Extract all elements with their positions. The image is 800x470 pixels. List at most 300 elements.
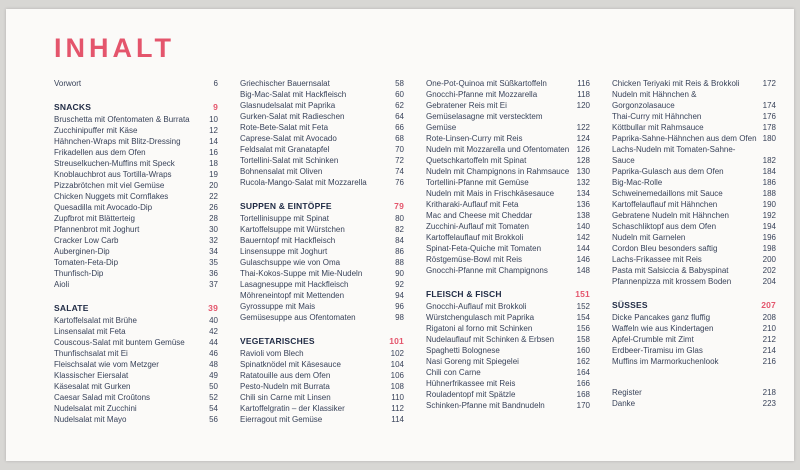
toc-entry bbox=[612, 276, 776, 287]
entry-title: Würstchengulasch mit Paprika bbox=[426, 313, 535, 322]
entry-page: 118 bbox=[577, 90, 590, 99]
toc-entry bbox=[240, 403, 404, 414]
entry-page: 22 bbox=[209, 192, 218, 201]
toc-column-3 bbox=[426, 78, 590, 425]
section-header bbox=[612, 300, 776, 311]
entry-page: 54 bbox=[209, 404, 218, 413]
toc-entry bbox=[240, 78, 404, 89]
toc-column-4 bbox=[612, 78, 776, 425]
toc-entry bbox=[426, 78, 590, 89]
toc-entry bbox=[612, 122, 776, 133]
entry-title: Lasagnesuppe mit Hackfleisch bbox=[240, 280, 349, 289]
toc-entry bbox=[240, 414, 404, 425]
toc-entry bbox=[240, 370, 404, 381]
entry-title: Cordon Bleu besonders saftig bbox=[612, 244, 718, 253]
section-header bbox=[54, 102, 218, 113]
entry-page: 154 bbox=[576, 313, 590, 322]
toc-entry bbox=[54, 268, 218, 279]
entry-title: Rucola-Mango-Salat mit Mozzarella bbox=[240, 178, 367, 187]
entry-title: Big-Mac-Rolle bbox=[612, 178, 663, 187]
toc-entry bbox=[426, 323, 590, 334]
toc-columns bbox=[54, 78, 776, 425]
entry-page: 138 bbox=[576, 211, 590, 220]
toc-block bbox=[240, 78, 404, 188]
entry-title: Knoblauchbrot aus Tortilla-Wraps bbox=[54, 170, 172, 179]
toc-entry bbox=[240, 100, 404, 111]
entry-page: 18 bbox=[209, 159, 218, 168]
entry-title: Nudeln mit Mozzarella und Ofentomaten bbox=[426, 145, 570, 154]
entry-title: Muffins im Marmorkuchenlook bbox=[612, 357, 719, 366]
entry-title: Möhreneintopf mit Mettenden bbox=[240, 291, 345, 300]
entry-page: 202 bbox=[762, 266, 776, 275]
section-label: VEGETARISCHES bbox=[240, 336, 315, 346]
entry-title: Ratatouille aus dem Ofen bbox=[240, 371, 331, 380]
entry-page: 148 bbox=[576, 266, 590, 275]
toc-entry bbox=[240, 111, 404, 122]
entry-page: 106 bbox=[390, 371, 404, 380]
entry-page: 164 bbox=[576, 368, 590, 377]
toc-entry bbox=[54, 158, 218, 169]
entry-title: Köttbullar mit Rahmsauce bbox=[612, 123, 704, 132]
entry-title: Spinat-Feta-Quiche mit Tomaten bbox=[426, 244, 542, 253]
entry-title: Gulaschsuppe wie von Oma bbox=[240, 258, 341, 267]
entry-title: Kartoffelauflauf mit Brokkoli bbox=[426, 233, 524, 242]
toc-section bbox=[240, 336, 404, 425]
entry-page: 146 bbox=[576, 255, 590, 264]
entry-title: Thai-Curry mit Hähnchen bbox=[612, 112, 702, 121]
entry-page: 214 bbox=[762, 346, 776, 355]
entry-page: 184 bbox=[762, 167, 776, 176]
toc-entry bbox=[240, 177, 404, 188]
toc-entry bbox=[54, 147, 218, 158]
entry-title: Bohnensalat mit Oliven bbox=[240, 167, 323, 176]
entry-page: 48 bbox=[209, 360, 218, 369]
toc-entry bbox=[240, 290, 404, 301]
entry-page: 122 bbox=[576, 123, 590, 132]
toc-section bbox=[54, 303, 218, 425]
entry-title: Linsensuppe mit Joghurt bbox=[240, 247, 328, 256]
entry-title: Caesar Salad mit Croûtons bbox=[54, 393, 151, 402]
entry-page: 34 bbox=[209, 247, 218, 256]
toc-block bbox=[612, 387, 776, 409]
entry-page: 104 bbox=[390, 360, 404, 369]
entry-title: Erdbeer-Tiramisu im Glas bbox=[612, 346, 703, 355]
toc-entry bbox=[240, 122, 404, 133]
toc-entry bbox=[426, 89, 590, 100]
entry-title: Spaghetti Bolognese bbox=[426, 346, 500, 355]
section-header bbox=[426, 289, 590, 300]
entry-title: Schweinemedaillons mit Sauce bbox=[612, 189, 723, 198]
entry-page: 180 bbox=[762, 134, 776, 143]
toc-block bbox=[426, 78, 590, 276]
entry-title: Rote-Bete-Salat mit Feta bbox=[240, 123, 329, 132]
entry-title: Pfannenbrot mit Joghurt bbox=[54, 225, 140, 234]
entry-title: Eierragout mit Gemüse bbox=[240, 415, 323, 424]
toc-entry bbox=[612, 387, 776, 398]
entry-page: 128 bbox=[576, 156, 590, 165]
entry-title: Lachs-Nudeln mit Tomaten-Sahne-Sauce bbox=[612, 145, 736, 165]
entry-title: Chicken Teriyaki mit Reis & Brokkoli bbox=[612, 79, 740, 88]
entry-title: Zucchinipuffer mit Käse bbox=[54, 126, 138, 135]
entry-title: Chili sin Carne mit Linsen bbox=[240, 393, 331, 402]
entry-title: One-Pot-Quinoa mit Süßkartoffeln bbox=[426, 79, 547, 88]
toc-entry bbox=[54, 169, 218, 180]
toc-section bbox=[240, 201, 404, 323]
entry-title: Pizzabrötchen mit viel Gemüse bbox=[54, 181, 165, 190]
toc-entry bbox=[426, 155, 590, 166]
entry-title: Waffeln wie aus Kindertagen bbox=[612, 324, 714, 333]
entry-title: Big-Mac-Salat mit Hackfleisch bbox=[240, 90, 347, 99]
toc-entry bbox=[54, 279, 218, 290]
entry-title: Kartoffelgratin – der Klassiker bbox=[240, 404, 345, 413]
entry-page: 28 bbox=[209, 214, 218, 223]
entry-page: 120 bbox=[576, 101, 590, 110]
entry-page: 20 bbox=[209, 181, 218, 190]
toc-entry bbox=[54, 213, 218, 224]
entry-title: Couscous-Salat mit buntem Gemüse bbox=[54, 338, 185, 347]
entry-title: Lachs-Frikassee mit Reis bbox=[612, 255, 702, 264]
entry-page: 130 bbox=[576, 167, 590, 176]
section-header bbox=[240, 201, 404, 212]
section-header bbox=[54, 303, 218, 314]
entry-page: 196 bbox=[762, 233, 776, 242]
toc-entry bbox=[426, 378, 590, 389]
toc-entry bbox=[426, 356, 590, 367]
toc-entry bbox=[54, 224, 218, 235]
toc-entry bbox=[54, 246, 218, 257]
entry-page: 166 bbox=[576, 379, 590, 388]
entry-page: 92 bbox=[395, 280, 404, 289]
toc-entry bbox=[426, 100, 590, 111]
toc-entry bbox=[240, 166, 404, 177]
entry-page: 126 bbox=[576, 145, 590, 154]
toc-entry bbox=[426, 312, 590, 323]
entry-page: 26 bbox=[209, 203, 218, 212]
entry-page: 44 bbox=[209, 338, 218, 347]
entry-page: 204 bbox=[762, 277, 776, 286]
toc-entry bbox=[240, 268, 404, 279]
entry-title: Tortellinisuppe mit Spinat bbox=[240, 214, 329, 223]
entry-page: 160 bbox=[576, 346, 590, 355]
entry-title: Gemüselasagne mit verstecktem Gemüse bbox=[426, 112, 543, 132]
entry-title: Pesto-Nudeln mit Burrata bbox=[240, 382, 330, 391]
toc-column-2 bbox=[240, 78, 404, 425]
toc-entry bbox=[54, 359, 218, 370]
toc-entry bbox=[612, 323, 776, 334]
entry-title: Kritharaki-Auflauf mit Feta bbox=[426, 200, 519, 209]
entry-page: 12 bbox=[209, 126, 218, 135]
entry-page: 6 bbox=[213, 79, 218, 88]
entry-title: Schaschliktopf aus dem Ofen bbox=[612, 222, 717, 231]
entry-page: 188 bbox=[762, 189, 776, 198]
entry-page: 76 bbox=[395, 178, 404, 187]
entry-title: Gnocchi-Pfanne mit Mozzarella bbox=[426, 90, 538, 99]
entry-title: Thunfisch-Dip bbox=[54, 269, 104, 278]
section-page: 151 bbox=[575, 289, 590, 299]
entry-title: Quesadilla mit Avocado-Dip bbox=[54, 203, 153, 212]
toc-entry bbox=[426, 221, 590, 232]
entry-page: 194 bbox=[762, 222, 776, 231]
entry-page: 37 bbox=[209, 280, 218, 289]
entry-title: Nasi Goreng mit Spiegelei bbox=[426, 357, 519, 366]
entry-title: Mac and Cheese mit Cheddar bbox=[426, 211, 533, 220]
section-page: 207 bbox=[761, 300, 776, 310]
toc-section bbox=[612, 300, 776, 367]
toc-entry bbox=[240, 392, 404, 403]
toc-entry bbox=[612, 243, 776, 254]
entry-page: 64 bbox=[395, 112, 404, 121]
entry-title: Nudeln mit Mais in Frischkäsesauce bbox=[426, 189, 555, 198]
entry-page: 124 bbox=[576, 134, 590, 143]
entry-page: 216 bbox=[762, 357, 776, 366]
entry-title: Aioli bbox=[54, 280, 70, 289]
section-label: SALATE bbox=[54, 303, 89, 313]
entry-page: 170 bbox=[576, 401, 590, 410]
entry-page: 192 bbox=[762, 211, 776, 220]
entry-page: 176 bbox=[762, 112, 776, 121]
toc-entry bbox=[612, 78, 776, 89]
toc-entry bbox=[240, 235, 404, 246]
entry-title: Ravioli vom Blech bbox=[240, 349, 304, 358]
entry-page: 156 bbox=[576, 324, 590, 333]
toc-entry bbox=[426, 232, 590, 243]
toc-entry bbox=[54, 337, 218, 348]
entry-page: 114 bbox=[391, 415, 404, 424]
entry-page: 96 bbox=[395, 302, 404, 311]
toc-entry bbox=[54, 125, 218, 136]
toc-entry bbox=[426, 177, 590, 188]
toc-entry bbox=[612, 210, 776, 221]
toc-entry bbox=[612, 265, 776, 276]
entry-title: Chicken Nuggets mit Cornflakes bbox=[54, 192, 169, 201]
entry-title: Cracker Low Carb bbox=[54, 236, 119, 245]
entry-page: 182 bbox=[762, 156, 776, 165]
entry-page: 136 bbox=[576, 200, 590, 209]
entry-page: 110 bbox=[391, 393, 404, 402]
entry-title: Nudelsalat mit Mayo bbox=[54, 415, 127, 424]
entry-title: Paprika-Sahne-Hähnchen aus dem Ofen bbox=[612, 134, 757, 143]
section-label: SUPPEN & EINTÖPFE bbox=[240, 201, 332, 211]
section-label: SNACKS bbox=[54, 102, 92, 112]
toc-entry bbox=[612, 345, 776, 356]
toc-entry bbox=[426, 389, 590, 400]
entry-page: 14 bbox=[209, 137, 218, 146]
toc-entry bbox=[240, 279, 404, 290]
section-header bbox=[240, 336, 404, 347]
toc-entry bbox=[426, 210, 590, 221]
entry-title: Schinken-Pfanne mit Bandnudeln bbox=[426, 401, 545, 410]
entry-title: Bruschetta mit Ofentomaten & Burrata bbox=[54, 115, 190, 124]
entry-page: 35 bbox=[209, 258, 218, 267]
toc-entry bbox=[240, 155, 404, 166]
entry-page: 102 bbox=[390, 349, 404, 358]
entry-page: 116 bbox=[577, 79, 590, 88]
toc-entry bbox=[54, 191, 218, 202]
toc-entry bbox=[54, 392, 218, 403]
toc-entry bbox=[426, 144, 590, 155]
toc-entry bbox=[54, 114, 218, 125]
toc-entry bbox=[54, 381, 218, 392]
entry-title: Klassischer Eiersalat bbox=[54, 371, 129, 380]
book-page bbox=[6, 9, 794, 461]
toc-entry bbox=[612, 221, 776, 232]
toc-entry bbox=[612, 89, 776, 111]
toc-entry bbox=[612, 334, 776, 345]
entry-title: Register bbox=[612, 388, 642, 397]
entry-page: 168 bbox=[576, 390, 590, 399]
entry-title: Nudeln mit Champignons in Rahmsauce bbox=[426, 167, 570, 176]
toc-entry bbox=[426, 345, 590, 356]
toc-block bbox=[54, 78, 218, 89]
toc-section bbox=[426, 289, 590, 411]
entry-page: 84 bbox=[395, 236, 404, 245]
entry-title: Pfannenpizza mit krossem Boden bbox=[612, 277, 732, 286]
entry-title: Kartoffelauflauf mit Hähnchen bbox=[612, 200, 718, 209]
section-label: SÜSSES bbox=[612, 300, 648, 310]
entry-title: Paprika-Gulasch aus dem Ofen bbox=[612, 167, 724, 176]
toc-entry bbox=[426, 133, 590, 144]
toc-entry bbox=[612, 356, 776, 367]
entry-page: 58 bbox=[395, 79, 404, 88]
toc-entry bbox=[240, 381, 404, 392]
entry-title: Zucchini-Auflauf mit Tomaten bbox=[426, 222, 530, 231]
entry-title: Hühnerfrikassee mit Reis bbox=[426, 379, 516, 388]
entry-page: 198 bbox=[762, 244, 776, 253]
entry-title: Kartoffelsalat mit Brühe bbox=[54, 316, 138, 325]
toc-section bbox=[54, 102, 218, 290]
entry-page: 210 bbox=[762, 324, 776, 333]
entry-page: 108 bbox=[390, 382, 404, 391]
entry-page: 172 bbox=[762, 79, 776, 88]
entry-title: Zupfbrot mit Blätterteig bbox=[54, 214, 135, 223]
entry-page: 134 bbox=[576, 189, 590, 198]
entry-page: 178 bbox=[762, 123, 776, 132]
entry-page: 190 bbox=[762, 200, 776, 209]
entry-page: 16 bbox=[209, 148, 218, 157]
entry-page: 94 bbox=[395, 291, 404, 300]
toc-entry bbox=[426, 301, 590, 312]
entry-title: Linsensalat mit Feta bbox=[54, 327, 126, 336]
toc-entry bbox=[54, 136, 218, 147]
toc-entry bbox=[426, 334, 590, 345]
entry-title: Nudeln mit Garnelen bbox=[612, 233, 686, 242]
entry-title: Hähnchen-Wraps mit Blitz-Dressing bbox=[54, 137, 181, 146]
entry-page: 74 bbox=[395, 167, 404, 176]
toc-entry bbox=[612, 398, 776, 409]
toc-entry bbox=[54, 403, 218, 414]
entry-title: Fleischsalat wie vom Metzger bbox=[54, 360, 159, 369]
toc-entry bbox=[612, 199, 776, 210]
toc-entry bbox=[612, 133, 776, 144]
toc-entry bbox=[612, 144, 776, 166]
entry-title: Käsesalat mit Gurken bbox=[54, 382, 131, 391]
toc-entry bbox=[612, 312, 776, 323]
entry-page: 32 bbox=[209, 236, 218, 245]
entry-page: 200 bbox=[762, 255, 776, 264]
entry-page: 52 bbox=[209, 393, 218, 402]
entry-page: 30 bbox=[209, 225, 218, 234]
entry-page: 162 bbox=[576, 357, 590, 366]
entry-title: Tomaten-Feta-Dip bbox=[54, 258, 119, 267]
entry-page: 50 bbox=[209, 382, 218, 391]
entry-page: 212 bbox=[762, 335, 776, 344]
toc-entry bbox=[54, 235, 218, 246]
toc-entry bbox=[240, 312, 404, 323]
entry-title: Streuselkuchen-Muffins mit Speck bbox=[54, 159, 175, 168]
toc-entry bbox=[54, 414, 218, 425]
toc-entry bbox=[54, 315, 218, 326]
section-page: 9 bbox=[213, 102, 218, 112]
section-page: 101 bbox=[389, 336, 404, 346]
entry-title: Gemüsesuppe aus Ofentomaten bbox=[240, 313, 356, 322]
entry-title: Rouladentopf mit Spätzle bbox=[426, 390, 516, 399]
toc-entry bbox=[426, 111, 590, 133]
toc-entry bbox=[54, 326, 218, 337]
entry-page: 56 bbox=[209, 415, 218, 424]
entry-page: 49 bbox=[209, 371, 218, 380]
entry-title: Gebratene Nudeln mit Hähnchen bbox=[612, 211, 729, 220]
entry-title: Caprese-Salat mit Avocado bbox=[240, 134, 337, 143]
toc-entry bbox=[54, 370, 218, 381]
entry-title: Gyrossuppe mit Mais bbox=[240, 302, 316, 311]
entry-page: 158 bbox=[576, 335, 590, 344]
section-page: 39 bbox=[208, 303, 218, 313]
entry-page: 10 bbox=[209, 115, 218, 124]
entry-page: 86 bbox=[395, 247, 404, 256]
entry-page: 80 bbox=[395, 214, 404, 223]
toc-entry bbox=[612, 177, 776, 188]
entry-page: 72 bbox=[395, 156, 404, 165]
toc-entry bbox=[54, 348, 218, 359]
entry-page: 36 bbox=[209, 269, 218, 278]
toc-column-1 bbox=[54, 78, 218, 425]
entry-page: 208 bbox=[762, 313, 776, 322]
entry-title: Griechischer Bauernsalat bbox=[240, 79, 330, 88]
entry-title: Thunfischsalat mit Ei bbox=[54, 349, 128, 358]
entry-title: Frikadellen aus dem Ofen bbox=[54, 148, 146, 157]
toc-entry bbox=[54, 202, 218, 213]
entry-title: Chili con Carne bbox=[426, 368, 481, 377]
entry-page: 186 bbox=[762, 178, 776, 187]
entry-title: Apfel-Crumble mit Zimt bbox=[612, 335, 694, 344]
entry-title: Vorwort bbox=[54, 79, 82, 88]
section-page: 79 bbox=[394, 201, 404, 211]
toc-entry bbox=[240, 348, 404, 359]
entry-page: 90 bbox=[395, 269, 404, 278]
entry-title: Spinatknödel mit Käsesauce bbox=[240, 360, 341, 369]
entry-page: 40 bbox=[209, 316, 218, 325]
entry-title: Auberginen-Dip bbox=[54, 247, 110, 256]
entry-title: Gnocchi-Auflauf mit Brokkoli bbox=[426, 302, 527, 311]
entry-title: Nudeln mit Hähnchen & Gorgonzolasauce bbox=[612, 90, 697, 110]
entry-title: Quetschkartoffeln mit Spinat bbox=[426, 156, 527, 165]
entry-title: Bauerntopf mit Hackfleisch bbox=[240, 236, 336, 245]
toc-entry bbox=[240, 359, 404, 370]
toc-entry bbox=[426, 254, 590, 265]
entry-title: Feldsalat mit Granatapfel bbox=[240, 145, 330, 154]
toc-entry bbox=[240, 144, 404, 155]
entry-page: 142 bbox=[576, 233, 590, 242]
entry-title: Thai-Kokos-Suppe mit Mie-Nudeln bbox=[240, 269, 363, 278]
entry-page: 88 bbox=[395, 258, 404, 267]
toc-entry bbox=[426, 400, 590, 411]
toc-entry bbox=[240, 257, 404, 268]
entry-page: 42 bbox=[209, 327, 218, 336]
toc-entry bbox=[240, 246, 404, 257]
toc-entry bbox=[240, 89, 404, 100]
toc-entry bbox=[426, 243, 590, 254]
entry-page: 223 bbox=[762, 399, 776, 408]
